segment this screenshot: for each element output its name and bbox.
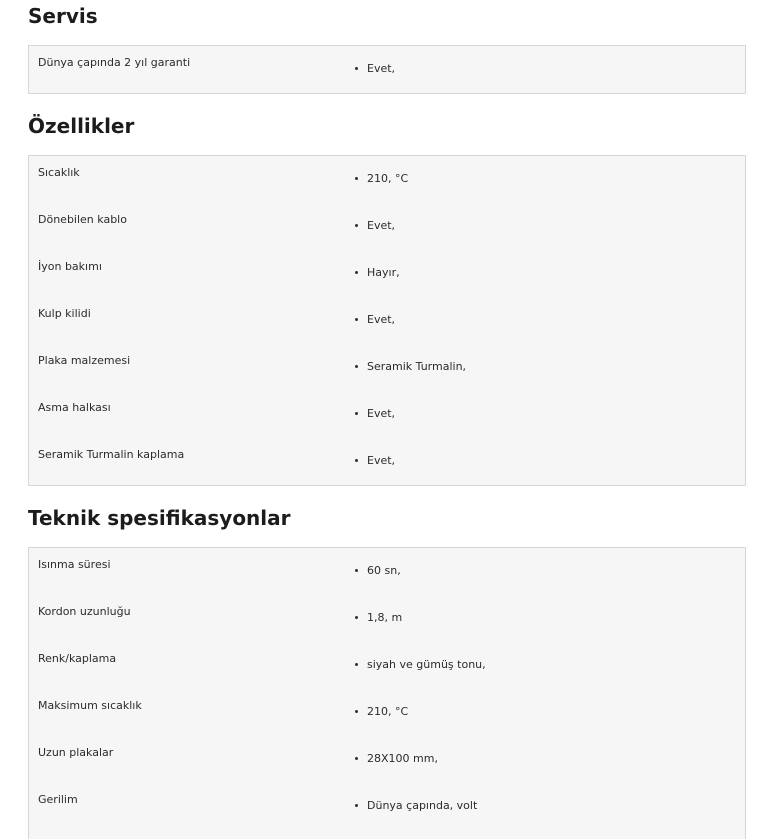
spec-value: Evet, bbox=[355, 62, 395, 75]
spec-table-ozellikler bbox=[28, 155, 746, 486]
bullet-icon bbox=[355, 224, 358, 227]
spec-row bbox=[29, 783, 745, 830]
spec-value: 28X100 mm, bbox=[355, 752, 438, 765]
spec-label: Kulp kilidi bbox=[38, 307, 91, 320]
spec-label: İyon bakımı bbox=[38, 260, 102, 273]
bullet-icon bbox=[355, 459, 358, 462]
bullet-icon bbox=[355, 757, 358, 760]
spec-row bbox=[29, 689, 745, 736]
spec-label: Kordon uzunluğu bbox=[38, 605, 131, 618]
spec-value: Hayır, bbox=[355, 266, 400, 279]
bullet-icon bbox=[355, 177, 358, 180]
spec-label: Gerilim bbox=[38, 793, 78, 806]
bullet-icon bbox=[355, 67, 358, 70]
spec-label: Seramik Turmalin kaplama bbox=[38, 448, 185, 461]
spec-table-teknik bbox=[28, 547, 746, 839]
bullet-icon bbox=[355, 412, 358, 415]
spec-value: 210, °C bbox=[355, 172, 408, 185]
spec-value: 60 sn, bbox=[355, 564, 401, 577]
spec-label: Uzun plakalar bbox=[38, 746, 114, 759]
bullet-icon bbox=[355, 365, 358, 368]
spec-value: Evet, bbox=[355, 313, 395, 326]
bullet-icon bbox=[355, 318, 358, 321]
section-title-ozellikler: Özellikler bbox=[28, 114, 135, 138]
bullet-icon bbox=[355, 569, 358, 572]
spec-label: Plaka malzemesi bbox=[38, 354, 131, 367]
spec-table-servis bbox=[28, 45, 746, 94]
spec-value: Evet, bbox=[355, 219, 395, 232]
spec-label: Dönebilen kablo bbox=[38, 213, 127, 226]
spec-row bbox=[29, 548, 745, 595]
spec-row bbox=[29, 642, 745, 689]
spec-value: Dünya çapında, volt bbox=[355, 799, 477, 812]
spec-value: siyah ve gümüş tonu, bbox=[355, 658, 486, 671]
spec-value: Evet, bbox=[355, 407, 395, 420]
section-title-teknik-spesifikasyonlar: Teknik spesifikasyonlar bbox=[28, 506, 291, 530]
bullet-icon bbox=[355, 710, 358, 713]
spec-label: Dünya çapında 2 yıl garanti bbox=[38, 56, 191, 69]
spec-value: 210, °C bbox=[355, 705, 408, 718]
spec-label: Renk/kaplama bbox=[38, 652, 117, 665]
bullet-icon bbox=[355, 616, 358, 619]
spec-row bbox=[29, 344, 745, 391]
spec-value: Seramik Turmalin, bbox=[355, 360, 466, 373]
spec-label: Maksimum sıcaklık bbox=[38, 699, 142, 712]
spec-row bbox=[29, 595, 745, 642]
spec-row bbox=[29, 391, 745, 438]
spec-row bbox=[29, 46, 745, 93]
section-title-servis: Servis bbox=[28, 4, 98, 28]
spec-row bbox=[29, 736, 745, 783]
spec-row bbox=[29, 250, 745, 297]
spec-row bbox=[29, 297, 745, 344]
spec-row bbox=[29, 438, 745, 485]
bullet-icon bbox=[355, 804, 358, 807]
spec-row bbox=[29, 203, 745, 250]
spec-label: Isınma süresi bbox=[38, 558, 111, 571]
bullet-icon bbox=[355, 271, 358, 274]
spec-row bbox=[29, 156, 745, 203]
spec-value: Evet, bbox=[355, 454, 395, 467]
bullet-icon bbox=[355, 663, 358, 666]
spec-value: 1,8, m bbox=[355, 611, 402, 624]
spec-label: Sıcaklık bbox=[38, 166, 80, 179]
spec-label: Asma halkası bbox=[38, 401, 111, 414]
